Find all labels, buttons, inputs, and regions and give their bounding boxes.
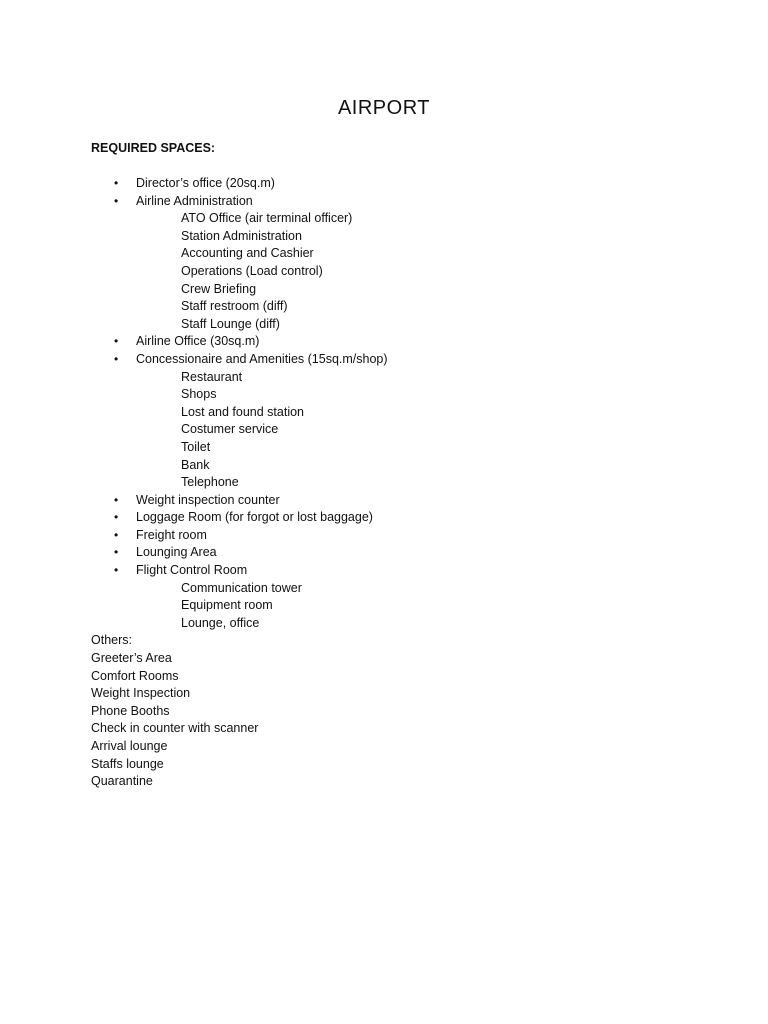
sub-list-item: Restaurant — [181, 369, 243, 384]
others-list-item: Check in counter with scanner — [91, 721, 259, 736]
sub-list-item: Lost and found station — [181, 404, 305, 419]
sub-list-item: Accounting and Cashier — [181, 246, 314, 261]
sub-list-item: Station Administration — [181, 228, 302, 243]
sub-list-item: Staff Lounge (diff) — [181, 316, 280, 331]
sub-list-item: Crew Briefing — [181, 281, 257, 296]
list-item — [91, 562, 711, 632]
sub-list-item: Toilet — [181, 439, 211, 454]
bullet-icon: • — [114, 193, 119, 208]
sub-list-item: Bank — [181, 457, 210, 472]
required-spaces-heading: REQUIRED SPACES: — [91, 141, 216, 155]
list-item — [91, 527, 711, 545]
sub-list-item: Staff restroom (diff) — [181, 299, 288, 314]
list-item-label: Weight inspection counter — [136, 492, 280, 507]
document-body — [91, 140, 711, 791]
list-item-label: Flight Control Room — [136, 563, 248, 578]
sub-list — [181, 369, 711, 492]
list-item-label: Lounging Area — [136, 545, 217, 560]
list-item — [91, 333, 711, 351]
list-item — [91, 509, 711, 527]
bullet-icon: • — [114, 334, 119, 349]
others-list-item: Weight Inspection — [91, 686, 191, 701]
bullet-icon: • — [114, 527, 119, 542]
others-list-item: Phone Booths — [91, 703, 170, 718]
sub-list — [181, 210, 711, 333]
list-item — [91, 544, 711, 562]
list-item — [91, 193, 711, 334]
list-item-label: Freight room — [136, 527, 207, 542]
sub-list-item: Communication tower — [181, 580, 302, 595]
bullet-icon: • — [114, 545, 119, 560]
sub-list-item: Costumer service — [181, 422, 279, 437]
sub-list-item: Operations (Load control) — [181, 263, 323, 278]
bullet-icon: • — [114, 510, 119, 525]
others-list-item: Greeter’s Area — [91, 651, 172, 666]
bullet-icon: • — [114, 492, 119, 507]
document-title: AIRPORT — [337, 97, 431, 119]
others-heading: Others: — [91, 633, 132, 648]
required-spaces-list — [91, 175, 711, 632]
others-list-item: Staffs lounge — [91, 756, 164, 771]
list-item — [91, 492, 711, 510]
bullet-icon: • — [114, 176, 119, 190]
list-item-label: Director’s office (20sq.m) — [136, 176, 275, 190]
list-item-label: Airline Administration — [136, 193, 253, 208]
bullet-icon: • — [114, 351, 119, 366]
bullet-icon: • — [114, 563, 119, 578]
sub-list-item: Equipment room — [181, 598, 273, 613]
others-list — [91, 650, 711, 791]
list-item — [91, 175, 711, 193]
list-item-label: Loggage Room (for forgot or lost baggage) — [136, 510, 373, 525]
sub-list — [181, 580, 711, 633]
sub-list-item: Lounge, office — [181, 615, 260, 630]
sub-list-item: Shops — [181, 387, 217, 402]
list-item — [91, 351, 711, 492]
others-list-item: Comfort Rooms — [91, 668, 179, 683]
sub-list-item: ATO Office (air terminal officer) — [181, 211, 353, 226]
list-item-label: Concessionaire and Amenities (15sq.m/shop) — [136, 351, 388, 366]
list-item-label: Airline Office (30sq.m) — [136, 334, 260, 349]
others-list-item: Quarantine — [91, 774, 153, 789]
others-list-item: Arrival lounge — [91, 739, 168, 753]
sub-list-item: Telephone — [181, 475, 239, 490]
